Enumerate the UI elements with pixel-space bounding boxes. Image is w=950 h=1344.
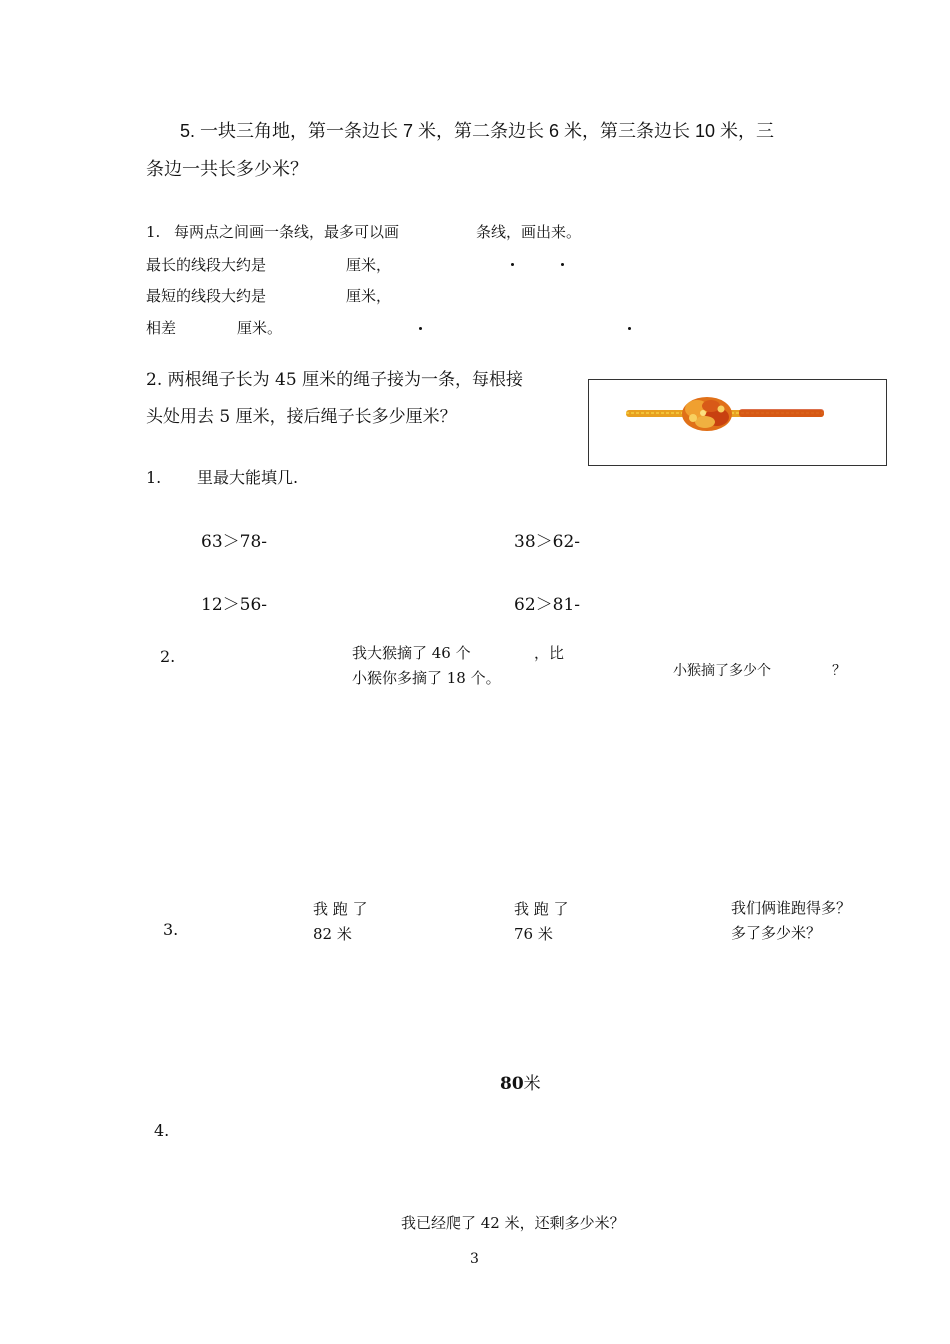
q5-line2: 条边一共长多少米？ — [146, 159, 308, 180]
monkey-question-mark: ？ — [832, 663, 846, 679]
monkey-speech-line1: 我大猴摘了 46 个 — [352, 644, 471, 662]
seg-line1-text: 每两点之间画一条线，最多可以画 — [174, 223, 400, 241]
seg-line1-end: 条线，画出来。 — [476, 223, 582, 241]
monkey-num: 2. — [160, 647, 176, 666]
climb-total — [500, 1074, 541, 1094]
fill-title: 里最大能填几. — [197, 468, 299, 487]
rope-image-frame — [588, 379, 887, 466]
monkey-speech-line1-end: ，比 — [534, 644, 565, 662]
point-dot-4 — [628, 327, 631, 330]
monkey-question: 小猴摘了多少个 — [673, 663, 771, 679]
point-dot-1 — [511, 263, 514, 266]
seg-diff-unit: 厘米。 — [237, 319, 283, 337]
point-dot-3 — [419, 327, 422, 330]
fill-item-1: 63＞78- — [201, 532, 268, 552]
climb-num: 4. — [154, 1121, 170, 1140]
q5-line1: 5. 一块三角地，第一条边长 7 米，第二条边长 6 米，第三条边长 10 米，三 — [180, 121, 775, 141]
fill-item-4: 62＞81- — [514, 595, 581, 615]
run-a-line2: 82 米 — [313, 925, 352, 943]
run-num: 3. — [163, 920, 179, 939]
point-dot-2 — [561, 263, 564, 266]
seg-num: 1. — [146, 223, 161, 241]
seg-diff-label: 相差 — [146, 319, 177, 337]
rope-knot-icon — [589, 380, 886, 465]
climb-total-number: 80 — [500, 1074, 524, 1094]
run-a-line1: 我 跑 了 — [313, 900, 368, 918]
run-question-line1: 我们俩谁跑得多？ — [731, 899, 852, 917]
seg-longest-label: 最长的线段大约是 — [146, 256, 267, 274]
run-b-line1: 我 跑 了 — [514, 900, 569, 918]
rope-line1: 2. 两根绳子长为 45 厘米的绳子接为一条，每根接 — [146, 370, 524, 390]
rope-line2: 头处用去 5 厘米，接后绳子长多少厘米？ — [146, 407, 457, 427]
seg-shortest-label: 最短的线段大约是 — [146, 287, 267, 305]
seg-longest-unit: 厘米， — [346, 256, 392, 274]
page-number: 3 — [470, 1251, 479, 1267]
run-question-line2: 多了多少米？ — [731, 924, 822, 942]
climb-question: 我已经爬了 42 米，还剩多少米？ — [401, 1214, 625, 1232]
run-b-line2: 76 米 — [514, 925, 553, 943]
fill-item-2: 38＞62- — [514, 532, 581, 552]
fill-num: 1. — [146, 468, 162, 487]
fill-item-3: 12＞56- — [201, 595, 268, 615]
seg-shortest-unit: 厘米， — [346, 287, 392, 305]
monkey-speech-line2: 小猴你多摘了 18 个。 — [352, 669, 501, 687]
climb-total-unit: 米 — [523, 1074, 541, 1094]
